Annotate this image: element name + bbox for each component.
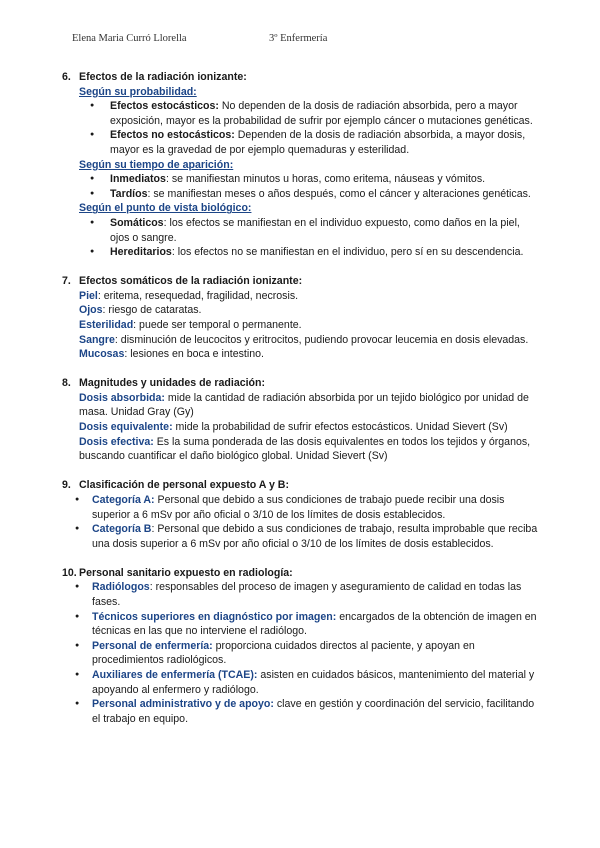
section-7 bbox=[62, 274, 540, 362]
appearance-time-list bbox=[62, 172, 540, 201]
staff-list bbox=[62, 580, 540, 726]
list-item: ● Somáticos: los efectos se manifiestan en el individuo expuesto, como daños en la piel, ojos o sangre. bbox=[62, 216, 540, 245]
course-name: 3º Enfermería bbox=[269, 33, 328, 44]
list-item: ● Categoría A: Personal que debido a sus condiciones de trabajo puede recibir una dosis superior a 6 mSv por año oficial o 3/10 de los límites de dosis establecidos. bbox=[62, 493, 540, 522]
subheading-appearance-time: Según su tiempo de aparición: bbox=[79, 158, 234, 171]
probability-list bbox=[62, 99, 540, 157]
list-item: ● Radiólogos: responsables del proceso de imagen y aseguramiento de calidad en todas las fases. bbox=[62, 580, 540, 609]
document-body bbox=[62, 70, 540, 741]
section-10-title: 10. Personal sanitario expuesto en radiología: bbox=[62, 566, 293, 579]
list-item: ● Técnicos superiores en diagnóstico por imagen: encargados de la obtención de imagen en técnicas en las que no interviene el radiólogo. bbox=[62, 610, 540, 639]
magnitude-line: Dosis equivalente: mide la probabilidad de sufrir efectos estocásticos. Unidad Sievert (Sv) bbox=[79, 421, 508, 434]
list-item: ● Categoría B: Personal que debido a sus condiciones de trabajo, resulta improbable que reciba una dosis superior a 6 mSv por año oficial o 3/10 de los límites de dosis establecidos. bbox=[62, 522, 540, 551]
list-item: ● Tardíos: se manifiestan meses o años después, como el cáncer y alteraciones genéticas. bbox=[62, 187, 540, 202]
list-item: ● Efectos estocásticos: No dependen de la dosis de radiación absorbida, pero a mayor exposición, mayor es la probabilidad de sufrir por ejemplo cáncer o mutaciones genéticas. bbox=[62, 99, 540, 128]
list-item: ● Auxiliares de enfermería (TCAE): asisten en cuidados básicos, mantenimiento del material y apoyando al enfermero y radiólogo. bbox=[62, 668, 540, 697]
author-name: Elena Maria Curró Llorella bbox=[72, 33, 187, 44]
subheading-probability: Según su probabilidad: bbox=[79, 85, 197, 98]
biological-list bbox=[62, 216, 540, 260]
section-7-title: 7. Efectos somáticos de la radiación ionizante: bbox=[62, 275, 303, 288]
list-item: ● Hereditarios: los efectos no se manifiestan en el individuo, pero sí en su descendencia. bbox=[62, 245, 540, 260]
magnitude-line: Dosis efectiva: Es la suma ponderada de las dosis equivalentes en todos los tejidos y órganos, buscando cuantificar el daño biológico global. Unidad Sievert (Sv) bbox=[79, 435, 531, 463]
effect-line: Esterilidad: puede ser temporal o permanente. bbox=[79, 319, 302, 331]
section-8-title: 8. Magnitudes y unidades de radiación: bbox=[62, 377, 266, 390]
section-10 bbox=[62, 566, 540, 727]
list-item: ● Inmediatos: se manifiestan minutos u horas, como eritema, náuseas y vómitos. bbox=[62, 172, 540, 187]
section-6-title: 6. Efectos de la radiación ionizante: bbox=[62, 71, 247, 83]
subheading-biological: Según el punto de vista biológico: bbox=[79, 202, 252, 215]
section-8 bbox=[62, 376, 540, 464]
section-6 bbox=[62, 70, 540, 260]
section-9 bbox=[62, 478, 540, 551]
section-9-title: 9. Clasificación de personal expuesto A y B: bbox=[62, 479, 289, 492]
effect-line: Sangre: disminución de leucocitos y eritrocitos, pudiendo provocar leucemia en dosis elevadas. bbox=[79, 333, 529, 346]
category-list bbox=[62, 493, 540, 551]
effect-line: Mucosas: lesiones en boca e intestino. bbox=[79, 348, 264, 361]
effect-line: Ojos: riesgo de cataratas. bbox=[79, 304, 202, 317]
effect-line: Piel: eritema, resequedad, fragilidad, necrosis. bbox=[79, 289, 299, 302]
magnitude-line: Dosis absorbida: mide la cantidad de radiación absorbida por un tejido biológico por unidad de masa. Unidad Gray (Gy) bbox=[79, 391, 529, 419]
page-header bbox=[72, 33, 328, 44]
list-item: ● Personal de enfermería: proporciona cuidados directos al paciente, y apoyan en procedimientos radiológicos. bbox=[62, 639, 540, 668]
list-item: ● Efectos no estocásticos: Dependen de la dosis de radiación absorbida, a mayor dosis, mayor es la gravedad de por ejemplo quemaduras y esterilidad. bbox=[62, 128, 540, 157]
list-item: ● Personal administrativo y de apoyo: clave en gestión y coordinación del servicio, facilitando el trabajo en equipo. bbox=[62, 697, 540, 726]
